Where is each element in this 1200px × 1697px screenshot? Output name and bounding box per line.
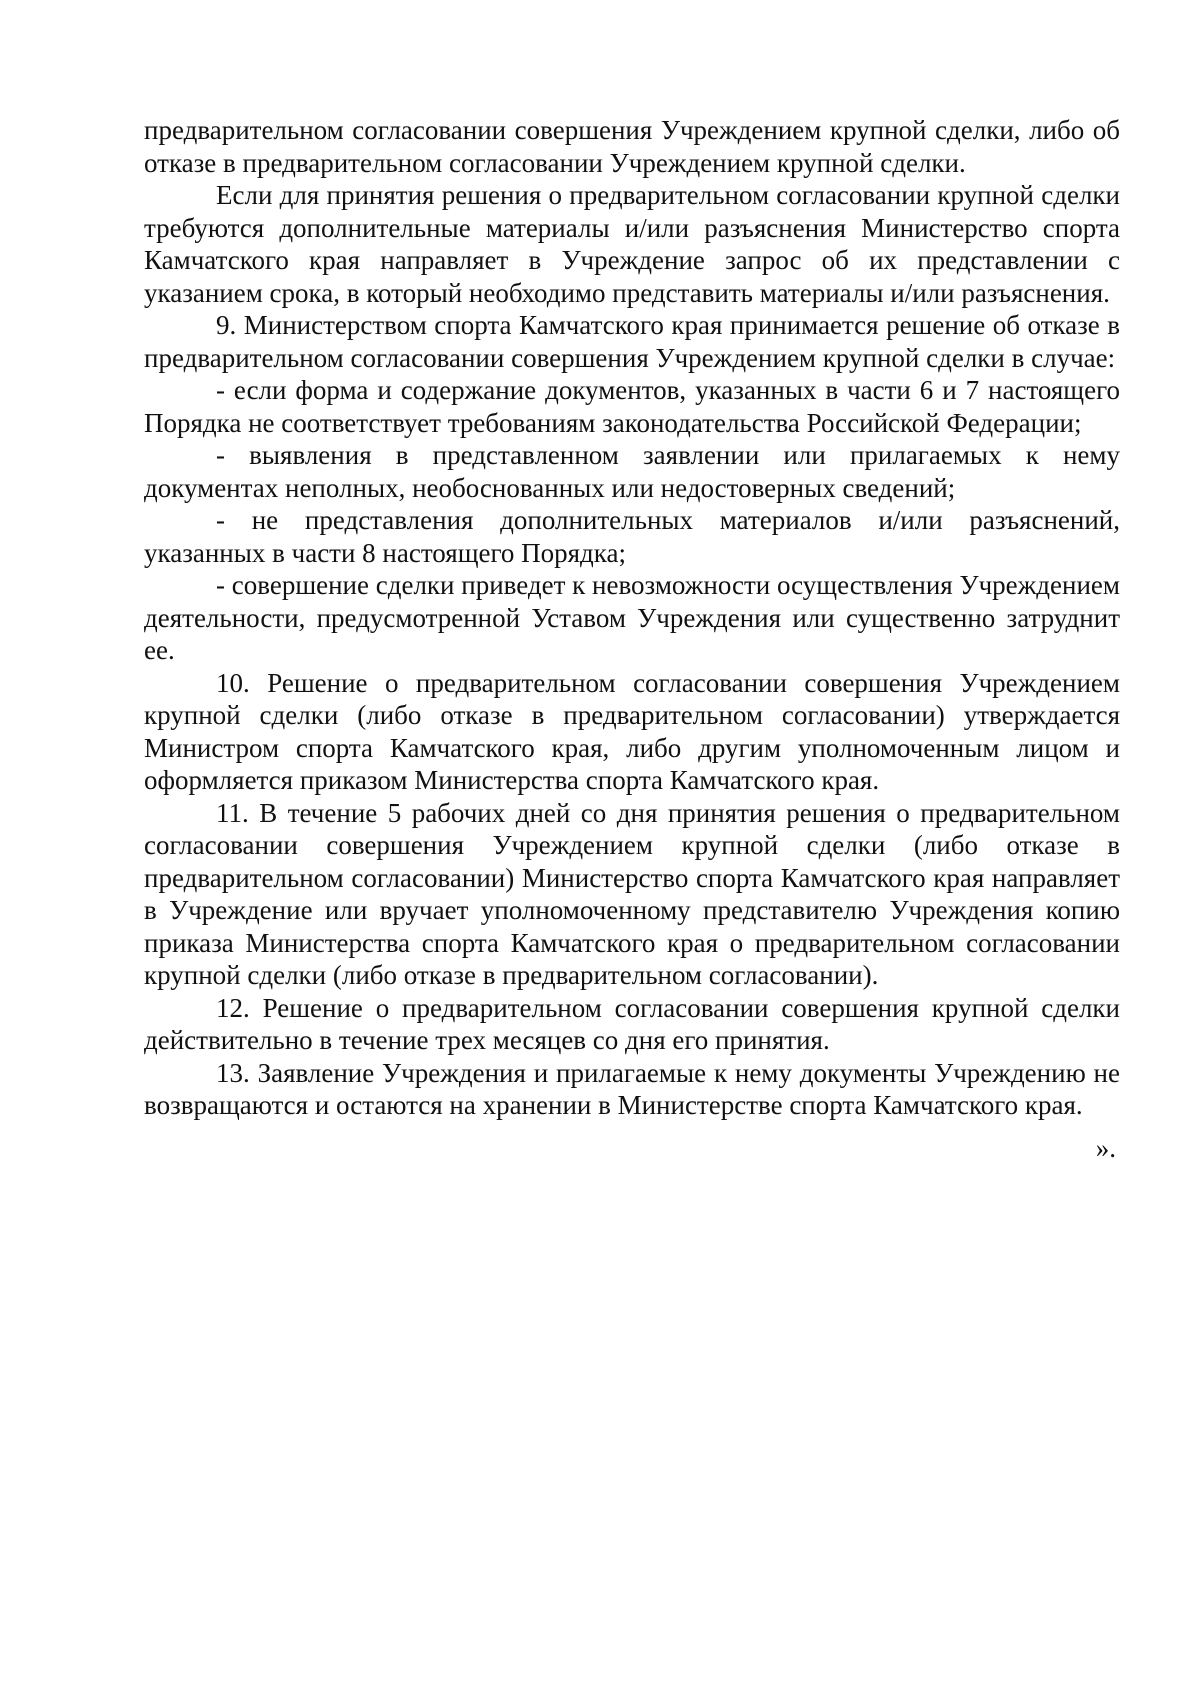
- closing-quote-mark: ».: [1095, 1132, 1116, 1163]
- document-body: [144, 114, 1120, 1164]
- list-item-impossibility: - совершение сделки приведет к невозможности осуществления Учреждением деятельности, предусмотренной Уставом Учреждения или существенно затруднит ее.: [144, 570, 1120, 665]
- paragraph-item-13: 13. Заявление Учреждения и прилагаемые к нему документы Учреждению не возвращаются и остаются на хранении в Министерстве спорта Камчатского края.: [144, 1057, 1120, 1120]
- paragraph-continuation: предварительном согласовании совершения Учреждением крупной сделки, либо об отказе в предварительном согласовании Учреждением крупной сделки.: [144, 115, 1120, 178]
- list-item-no-materials: - не представления дополнительных материалов и/или разъяснений, указанных в части 8 настоящего Порядка;: [144, 505, 1120, 568]
- paragraph-item-9: 9. Министерством спорта Камчатского края принимается решение об отказе в предварительном согласовании совершения Учреждением крупной сделки в случае:: [144, 310, 1120, 373]
- paragraph-item-11: 11. В течение 5 рабочих дней со дня принятия решения о предварительном согласовании совершения Учреждением крупной сделки (либо отказе в предварительном согласовании) Министерство спорта Камчатского края направляет в Учреждение или вручает уполномоченному представителю Учреждения копию приказа Министерства спорта Камчатского края о предварительном согласовании крупной сделки (либо отказе в предварительном согласовании).: [144, 797, 1120, 990]
- paragraph-item-12: 12. Решение о предварительном согласовании совершения крупной сделки действительно в течение трех месяцев со дня его принятия.: [144, 992, 1120, 1055]
- list-item-form-content: - если форма и содержание документов, указанных в части 6 и 7 настоящего Порядка не соответствует требованиям законодательства Российской Федерации;: [144, 375, 1120, 438]
- paragraph-item-10: 10. Решение о предварительном согласовании совершения Учреждением крупной сделки (либо отказе в предварительном согласовании) утверждается Министром спорта Камчатского края, либо другим уполномоченным лицом и оформляется приказом Министерства спорта Камчатского края.: [144, 667, 1120, 795]
- paragraph-additional-materials: Если для принятия решения о предварительном согласовании крупной сделки требуются дополнительные материалы и/или разъяснения Министерство спорта Камчатского края направляет в Учреждение запрос об их представлении с указанием срока, в который необходимо представить материалы и/или разъяснения.: [144, 180, 1120, 308]
- list-item-incomplete-info: - выявления в представленном заявлении или прилагаемых к нему документах неполных, необоснованных или недостоверных сведений;: [144, 440, 1120, 503]
